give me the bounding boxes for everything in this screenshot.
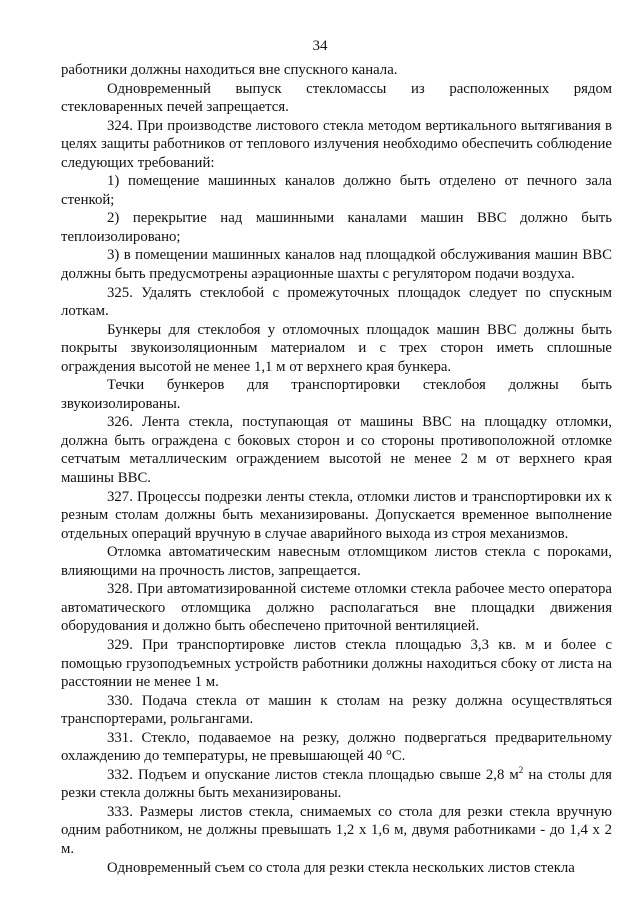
paragraph: 325. Удалять стеклобой с промежуточных площадок следует по спускным лоткам. (61, 284, 612, 320)
paragraph: Отломка автоматическим навесным отломщиком листов стекла с пороками, влияющими на прочность листов, запрещается. (61, 544, 612, 579)
paragraph: 1) помещение машинных каналов должно быть отделено от печного зала стенкой; (61, 173, 612, 208)
paragraph: 331. Стекло, подаваемое на резку, должно подвергаться предварительному охлаждению до температуры, не превышающей 40 °С. (61, 729, 612, 765)
paragraph (61, 766, 612, 803)
paragraph: работники должны находиться вне спускного канала. (61, 62, 398, 78)
paragraph: 324. При производстве листового стекла методом вертикального вытягивания в целях защиты работников от теплового излучения необходимо обеспечить соблюдение следующих требований: (61, 117, 612, 171)
paragraph: Течки бункеров для транспортировки стеклобоя должны быть звукоизолированы. (61, 377, 612, 412)
paragraph: 333. Размеры листов стекла, снимаемых со стола для резки стекла вручную одним работником, не должны превышать 1,2 х 1,6 м, двумя работниками - до 1,4 х 2 м. (61, 803, 612, 857)
paragraph: 327. Процессы подрезки ленты стекла, отломки листов и транспортировки их к резным столам должны быть механизированы. Допускается временное выполнение отдельных операций вручную в случае аварийного выхода из строя механизмов. (61, 488, 612, 542)
paragraph: 330. Подача стекла от машин к столам на резку должна осуществляться транспортерами, рольгангами. (61, 692, 612, 728)
paragraph-text: на столы для резки стекла должны быть механизированы. (61, 766, 612, 802)
paragraph-text: 332. Подъем и опускание листов стекла площадью свыше 2,8 м (107, 766, 519, 783)
paragraph: 2) перекрытие над машинными каналами машин ВВС должно быть теплоизолировано; (61, 210, 612, 245)
paragraph: 329. При транспортировке листов стекла площадью 3,3 кв. м и более с помощью грузоподъемных устройств работники должны находиться сбоку от листа на расстоянии не менее 1 м. (61, 636, 612, 691)
paragraph: 328. При автоматизированной системе отломки стекла рабочее место оператора автоматического отломщика должно располагаться вне площадки движения оборудования и должно быть обеспечено приточной вентиляцией. (61, 581, 612, 635)
superscript: 2 (518, 764, 524, 775)
paragraph: 3) в помещении машинных каналов над площадкой обслуживания машин ВВС должны быть предусмотрены аэрационные шахты с регулятором подачи воздуха. (61, 247, 612, 283)
paragraph: 326. Лента стекла, поступающая от машины ВВС на площадку отломки, должна быть ограждена с боковых сторон и со стороны противоположной отломке сетчатым металлическим ограждением высотой не менее 2 м от верхнего края машины ВВС. (61, 414, 612, 487)
document-body (61, 61, 612, 877)
paragraph: Одновременный съем со стола для резки стекла нескольких листов стекла (107, 859, 575, 876)
paragraph: Одновременный выпуск стекломассы из расположенных рядом стекловаренных печей запрещается. (61, 80, 612, 116)
page-number: 34 (312, 38, 328, 54)
paragraph: Бункеры для стеклобоя у отломочных площадок машин ВВС должны быть покрыты звукоизоляционным материалом и с трех сторон иметь сплошные ограждения высотой не менее 1,1 м от верхнего края бункера. (61, 321, 612, 375)
